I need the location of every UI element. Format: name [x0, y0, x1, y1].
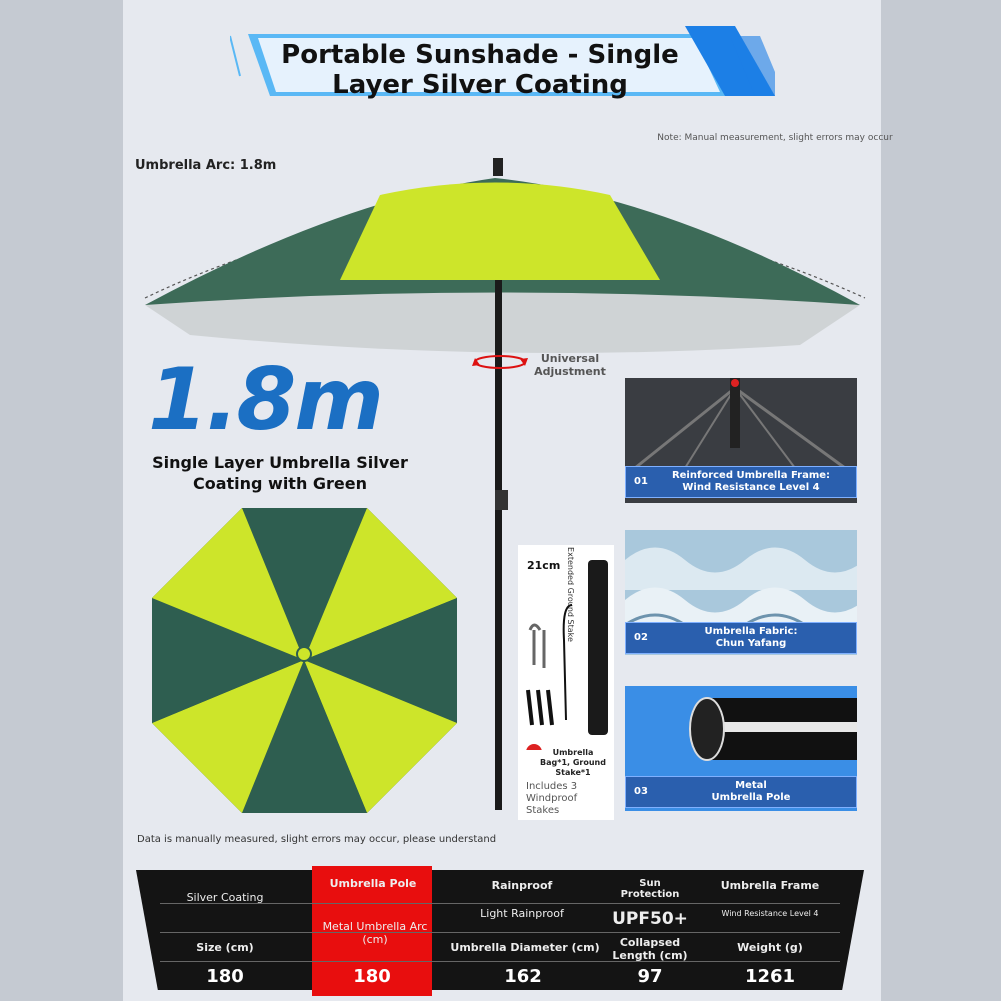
adjustment-line-1: Universal — [540, 352, 600, 365]
umbrella-top-view — [152, 508, 462, 813]
measurement-note: Note: Manual measurement, slight errors may occur — [657, 133, 893, 143]
spec-silver-coating: Silver Coating — [186, 891, 264, 904]
title-line-2: Layer Silver Coating — [332, 70, 628, 100]
bag-label: Umbrella Bag*1, Ground Stake*1 — [540, 748, 606, 777]
spec-upf-value: UPF50+ — [612, 909, 688, 929]
page-title — [270, 40, 690, 100]
spec-weight-value: 1261 — [744, 966, 796, 987]
feature-number: 02 — [634, 632, 648, 643]
spec-rainproof-label: Rainproof — [491, 879, 553, 892]
feature-text — [656, 780, 846, 804]
feature-line-2: Chun Yafang — [715, 638, 787, 649]
umbrella-arc-label: Umbrella Arc: 1.8m — [135, 158, 277, 173]
spec-collapsed-value: 97 — [637, 966, 663, 987]
subtitle-line-2: Coating with Green — [192, 474, 368, 493]
spec-frame-label: Umbrella Frame — [720, 879, 820, 892]
stakes-and-bag-icon — [522, 560, 614, 750]
spec-diameter-value: 162 — [504, 966, 542, 987]
feature-line-1: Metal — [735, 780, 767, 791]
feature-caption-02 — [625, 622, 857, 654]
row-divider — [160, 932, 840, 933]
feature-line-1: Umbrella Fabric: — [704, 626, 798, 637]
feature-text — [656, 470, 846, 494]
title-line-1: Portable Sunshade - Single — [281, 40, 679, 70]
rotate-arrows-icon — [470, 352, 530, 372]
spec-pole-value: Metal Umbrella Arc (cm) — [322, 920, 428, 946]
feature-number: 01 — [634, 476, 648, 487]
spec-rainproof-value: Light Rainproof — [480, 907, 564, 920]
row-divider — [160, 961, 840, 962]
spec-collapsed-label: Collapsed Length (cm) — [612, 936, 688, 962]
spec-wind-value: Wind Resistance Level 4 — [721, 909, 819, 918]
product-subtitle — [140, 452, 420, 494]
size-headline: 1.8m — [148, 350, 382, 450]
data-disclaimer: Data is manually measured, slight errors may occur, please understand — [137, 834, 497, 845]
feature-number: 03 — [634, 786, 648, 797]
adjustment-line-2: Adjustment — [534, 365, 606, 378]
feature-line-2: Wind Resistance Level 4 — [682, 482, 820, 493]
spec-diameter-label: Umbrella Diameter (cm) — [450, 941, 600, 954]
feature-caption-01 — [625, 466, 857, 498]
spec-size-label: Size (cm) — [196, 941, 254, 954]
spec-pole-label: Umbrella Pole — [329, 877, 417, 890]
spec-arc-value: 180 — [353, 966, 391, 987]
feature-line-1: Reinforced Umbrella Frame: — [671, 470, 831, 481]
stake-length-label: 21cm — [527, 559, 561, 572]
universal-adjustment-label — [530, 352, 610, 378]
includes-stakes-label: Includes 3 Windproof Stakes — [526, 781, 578, 816]
feature-text — [656, 626, 846, 650]
subtitle-line-1: Single Layer Umbrella Silver — [152, 453, 408, 472]
spec-size-value: 180 — [206, 966, 244, 987]
feature-line-2: Umbrella Pole — [711, 792, 791, 803]
extended-stake-label: Extended Ground Stake — [565, 547, 575, 642]
spec-weight-label: Weight (g) — [737, 941, 803, 954]
feature-caption-03 — [625, 776, 857, 808]
spec-sun-label: Sun Protection — [620, 878, 680, 900]
